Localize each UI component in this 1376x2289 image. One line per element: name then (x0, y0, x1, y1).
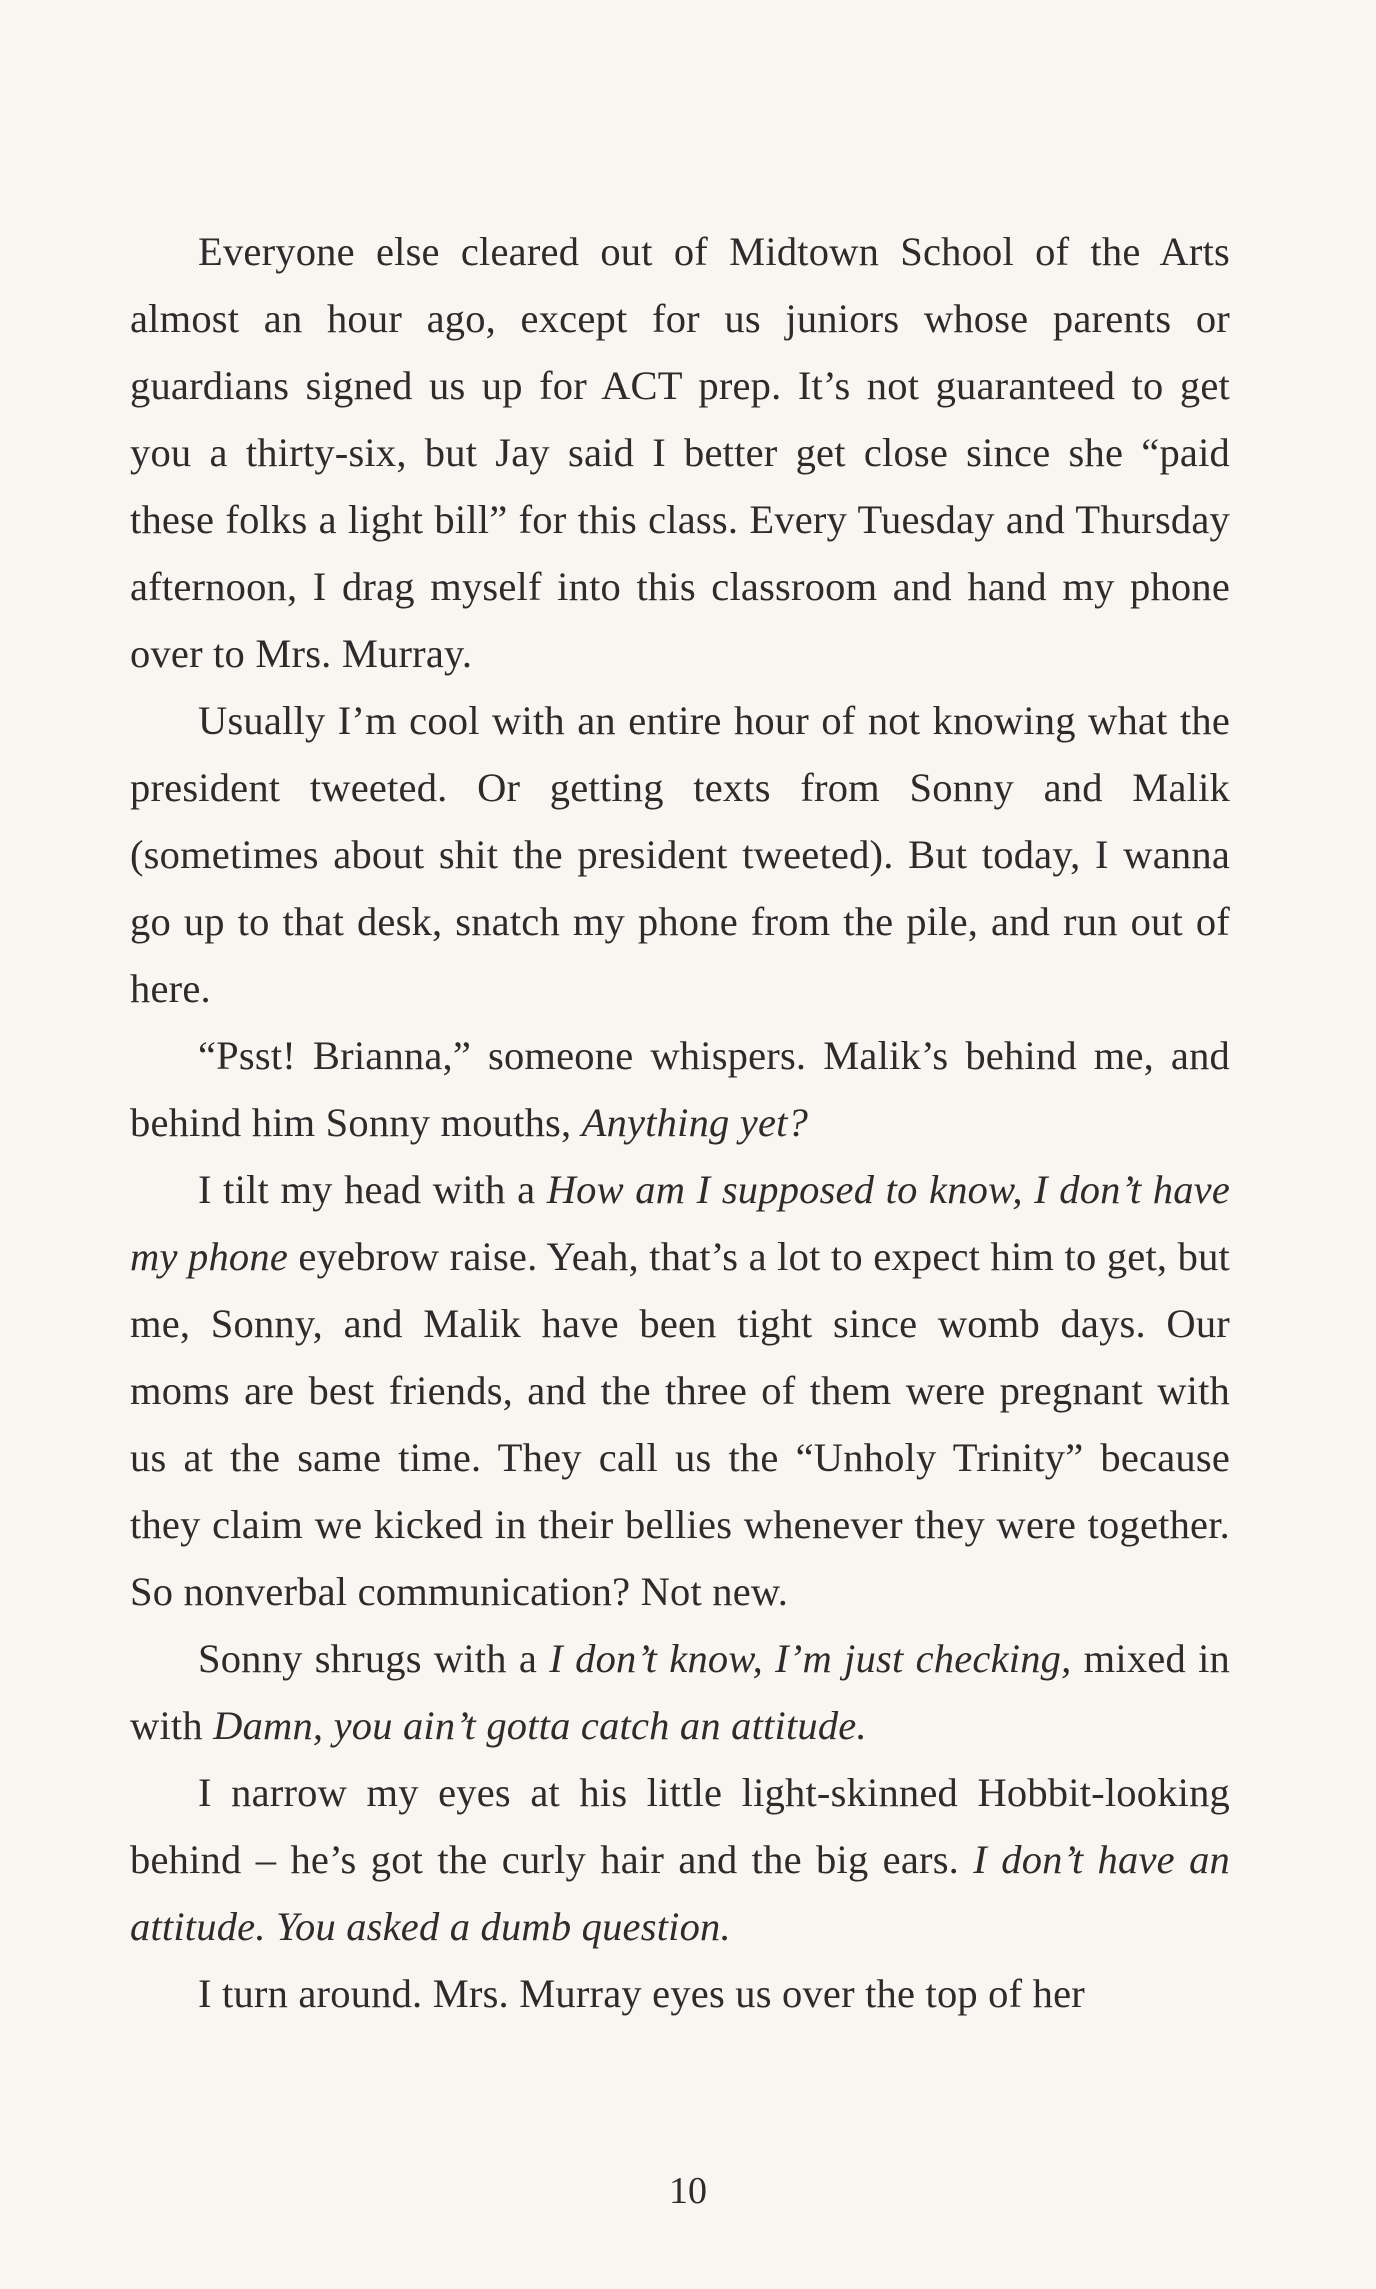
italic-text-run: Damn, you ain’t gotta catch an attitude. (213, 1703, 867, 1748)
text-run: I turn around. Mrs. Murray eyes us over the top of her (198, 1971, 1085, 2016)
text-run: “Psst! Brianna,” someone whispers. Malik’s behind me, and behind him Sonny mouths, (130, 1033, 1230, 1145)
text-run: Sonny shrugs with a (198, 1636, 550, 1681)
italic-text-run: How am I supposed to know, I don’t have my phone (130, 1167, 1230, 1279)
paragraph (130, 1960, 1230, 2027)
paragraph (130, 1156, 1230, 1625)
body-text (130, 218, 1230, 2027)
paragraph (130, 218, 1230, 687)
italic-text-run: Anything yet? (581, 1100, 809, 1145)
text-run: eyebrow raise. Yeah, that’s a lot to expect him to get, but me, Sonny, and Malik have been tight since womb days. Our moms are best friends, and the three of them were pregnant with us at the same time. They call us the “Unholy Trinity” because they claim we kicked in their bellies whenever they were together. So nonverbal communication? Not new. (130, 1234, 1230, 1614)
paragraph (130, 1759, 1230, 1960)
paragraph (130, 1022, 1230, 1156)
italic-text-run: I don’t know, I’m just checking, (549, 1636, 1072, 1681)
text-run: Usually I’m cool with an entire hour of not knowing what the president tweeted. Or getting texts from Sonny and Malik (sometimes about shit the president tweeted). But today, I wanna go up to that desk, snatch my phone from the pile, and run out of here. (130, 698, 1230, 1011)
italic-text-run: I don’t have an attitude. You asked a dumb question. (130, 1837, 1230, 1949)
text-run: Everyone else cleared out of Midtown School of the Arts almost an hour ago, except for us juniors whose parents or guardians signed us up for ACT prep. It’s not guaranteed to get you a thirty-six, but Jay said I better get close since she “paid these folks a light bill” for this class. Every Tuesday and Thursday afternoon, I drag myself into this classroom and hand my phone over to Mrs. Murray. (130, 229, 1230, 676)
paragraph (130, 1625, 1230, 1759)
text-run: I narrow my eyes at his little light-skinned Hobbit-looking behind – he’s got the curly hair and the big ears. (130, 1770, 1230, 1882)
text-run: I tilt my head with a (198, 1167, 547, 1212)
page-number: 10 (669, 2170, 707, 2212)
paragraph (130, 687, 1230, 1022)
text-run: mixed in with (130, 1636, 1230, 1748)
